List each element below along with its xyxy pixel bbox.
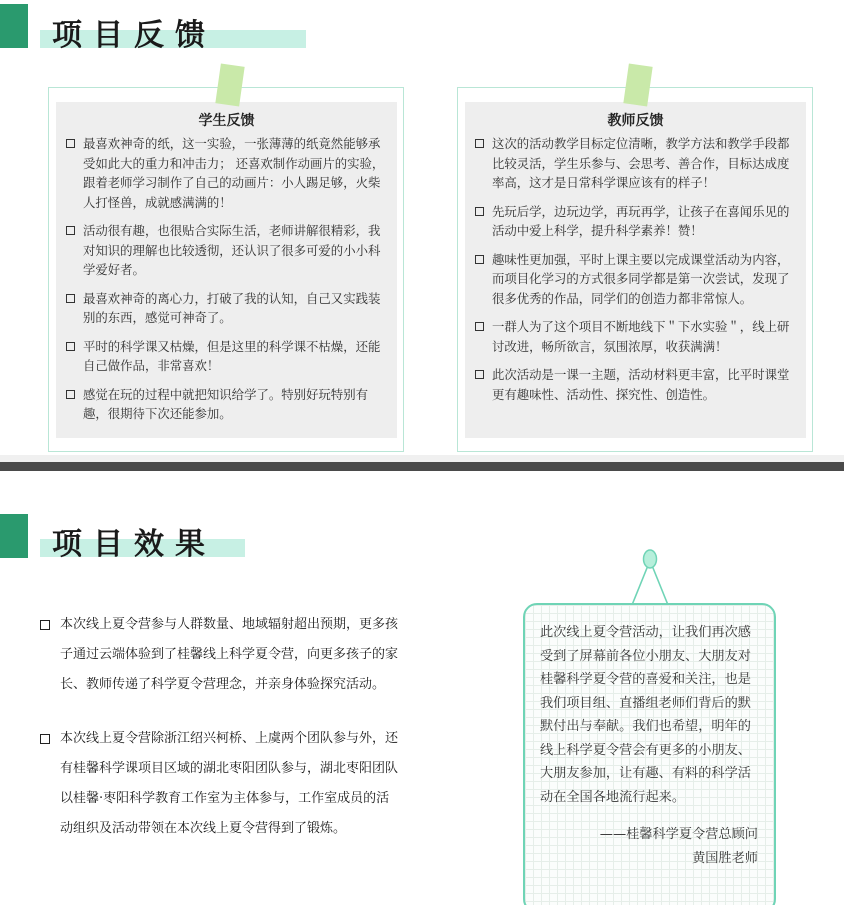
square-bullet-icon [66, 390, 75, 399]
square-bullet-icon [475, 322, 484, 331]
teacher-feedback-text: 先玩后学，边玩边学，再玩再学，让孩子在喜闻乐见的活动中爱上科学，提升科学素养！赞！ [492, 203, 790, 238]
teacher-feedback-text: 趣味性更加强，平时上课主要以完成课堂活动为内容，而项目化学习的方式很多同学都是第一次尝试，发现了很多优秀的作品，同学们的创造力都非常惊人。 [492, 251, 790, 306]
square-bullet-icon [475, 207, 484, 216]
teacher-feedback-text: 此次活动是一课一主题，活动材料更丰富，比平时课堂更有趣味性、活动性、探究性、创造性。 [492, 367, 790, 402]
square-bullet-icon [66, 294, 75, 303]
teacher-feedback-item [475, 365, 800, 404]
teacher-feedback-item [475, 134, 800, 193]
results-text: 本次线上夏令营参与人群数量、地域辐射超出预期，更多孩子通过云端体验到了桂馨线上科学夏令营，向更多孩子的家长、教师传递了科学夏令营理念，并亲身体验探究活动。 [60, 617, 399, 692]
student-feedback-item [66, 134, 391, 212]
section-marker-results [0, 514, 28, 558]
results-section-title: 项目效果 [52, 527, 216, 562]
square-bullet-icon [475, 370, 484, 379]
quote-text: 此次线上夏令营活动，让我们再次感受到了屏幕前各位小朋友、大朋友对桂馨科学夏令营的喜爱和关注，也是我们项目组、直播组老师们背后的默默付出与奉献。我们也希望，明年的线上科学夏令营会有更多的小朋友、大朋友参加，让有趣、有料的科学活动在全国各地流行起来。 [540, 625, 751, 805]
square-bullet-icon [66, 226, 75, 235]
quote-signature-name: 黄国胜老师 [692, 850, 758, 866]
student-feedback-text: 平时的科学课又枯燥，但是这里的科学课不枯燥，还能自己做作品，非常喜欢！ [83, 338, 381, 373]
section-marker-feedback [0, 4, 28, 48]
teacher-feedback-item [475, 250, 800, 309]
quote-card [523, 603, 776, 905]
student-feedback-item [66, 385, 391, 424]
square-bullet-icon [66, 139, 75, 148]
quote-signature-title: ——桂馨科学夏令营总顾问 [599, 827, 758, 842]
square-bullet-icon [475, 255, 484, 264]
teacher-feedback-item [475, 317, 800, 356]
teacher-feedback-card [457, 87, 813, 452]
results-text: 本次线上夏令营除浙江绍兴柯桥、上虞两个团队参与外，还有桂馨科学课项目区域的湖北枣阳团队参与，湖北枣阳团队以桂馨·枣阳科学教育工作室为主体参与，工作室成员的活动组织及活动带领在本次线上夏令营得到了锻炼。 [60, 731, 399, 836]
student-feedback-text: 感觉在玩的过程中就把知识给学了。特别好玩特别有趣，很期待下次还能参加。 [83, 386, 368, 421]
teacher-feedback-text: 一群人为了这个项目不断地线下＂下水实验＂，线上研讨改进，畅所欲言，氛围浓厚，收获满满！ [492, 319, 790, 354]
square-bullet-icon [66, 342, 75, 351]
square-bullet-icon [40, 734, 50, 744]
student-feedback-item [66, 337, 391, 376]
student-feedback-item [66, 289, 391, 328]
page-divider [0, 462, 844, 471]
student-feedback-text: 最喜欢神奇的离心力，打破了我的认知，自己又实践装别的东西，感觉可神奇了。 [83, 290, 381, 325]
square-bullet-icon [40, 620, 50, 630]
square-bullet-icon [475, 139, 484, 148]
teacher-feedback-title: 教师反馈 [607, 113, 664, 129]
feedback-section-title: 项目反馈 [52, 18, 216, 53]
student-feedback-list [56, 132, 397, 424]
results-list [40, 610, 400, 868]
teacher-feedback-item [475, 202, 800, 241]
results-item [40, 724, 400, 844]
student-feedback-title: 学生反馈 [198, 113, 255, 129]
student-feedback-item [66, 221, 391, 280]
hanger-icon [630, 549, 670, 607]
quote-signature [540, 823, 760, 870]
student-feedback-text: 最喜欢神奇的纸，这一实验，一张薄薄的纸竟然能够承受如此大的重力和冲击力； 还喜欢制作动画片的实验，跟着老师学习制作了自己的动画片：小人踢足够，火柴人打怪兽，成就感满满的！ [83, 136, 385, 210]
teacher-feedback-list [465, 132, 806, 404]
results-item [40, 610, 400, 700]
student-feedback-panel [56, 102, 397, 438]
teacher-feedback-panel [465, 102, 806, 438]
teacher-feedback-text: 这次的活动教学目标定位清晰，教学方法和教学手段都比较灵活，学生乐参与、会思考、善合作，目标达成度率高，这才是日常科学课应该有的样子！ [492, 136, 790, 190]
student-feedback-card [48, 87, 404, 452]
student-feedback-text: 活动很有趣，也很贴合实际生活，老师讲解很精彩，我对知识的理解也比较透彻，还认识了很多可爱的小小科学爱好者。 [83, 223, 381, 277]
